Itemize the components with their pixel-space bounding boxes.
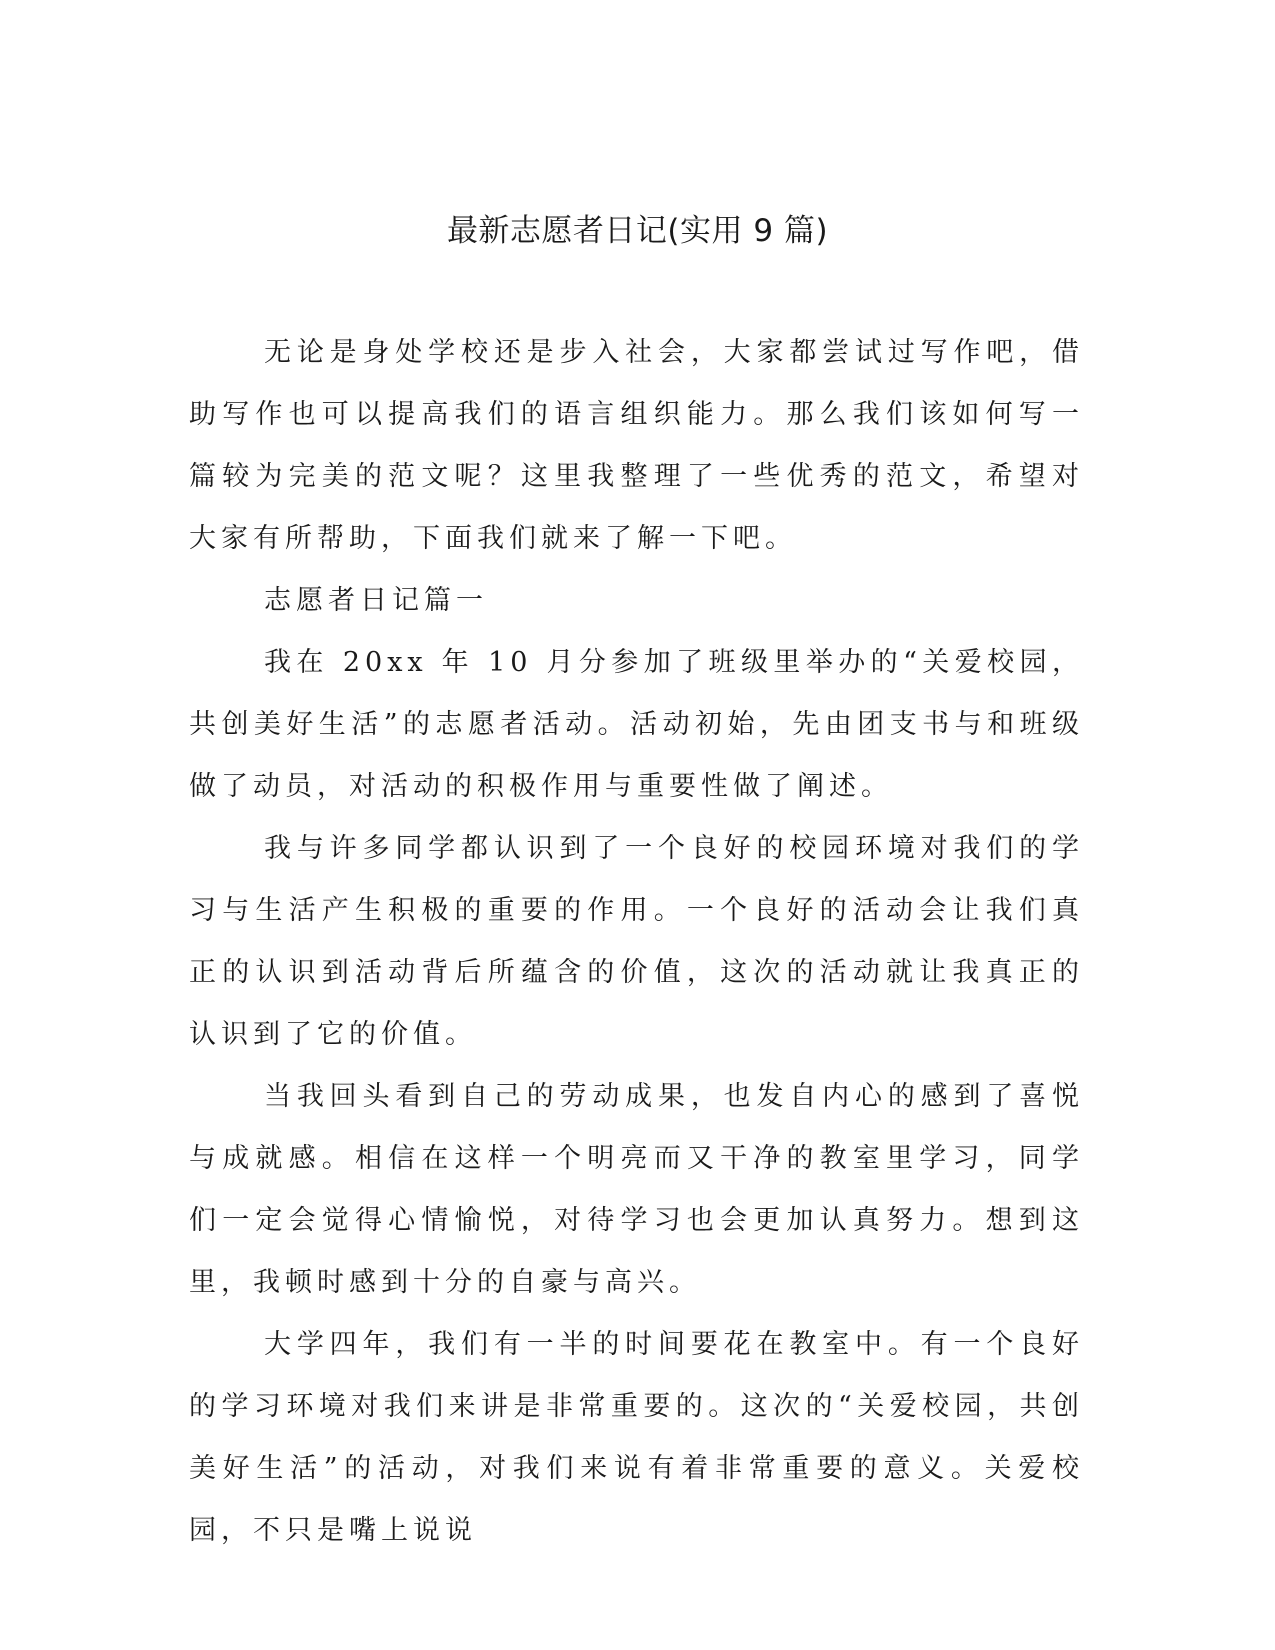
intro-paragraph: 无论是身处学校还是步入社会，大家都尝试过写作吧，借助写作也可以提高我们的语言组织能力。那么我们该如何写一篇较为完美的范文呢？这里我整理了一些优秀的范文，希望对大家有所帮助，下面我们就来了解一下吧。 <box>189 337 1084 554</box>
section-heading: 志愿者日记篇一 <box>264 585 488 616</box>
body-paragraph: 当我回头看到自己的劳动成果，也发自内心的感到了喜悦与成就感。相信在这样一个明亮而又干净的教室里学习，同学们一定会觉得心情愉悦，对待学习也会更加认真努力。想到这里，我顿时感到十分的自豪与高兴。 <box>189 1081 1084 1298</box>
body-paragraph: 我在 20xx 年 10 月分参加了班级里举办的“关爱校园，共创美好生活”的志愿者活动。活动初始，先由团支书与和班级做了动员，对活动的积极作用与重要性做了阐述。 <box>189 647 1084 802</box>
document-title: 最新志愿者日记(实用 9 篇) <box>446 213 829 249</box>
body-paragraph: 大学四年，我们有一半的时间要花在教室中。有一个良好的学习环境对我们来讲是非常重要的。这次的“关爱校园，共创美好生活”的活动，对我们来说有着非常重要的意义。关爱校园，不只是嘴上说说 <box>189 1329 1084 1546</box>
body-paragraph: 我与许多同学都认识到了一个良好的校园环境对我们的学习与生活产生积极的重要的作用。一个良好的活动会让我们真正的认识到活动背后所蕴含的价值，这次的活动就让我真正的认识到了它的价值。 <box>189 833 1084 1050</box>
document-body <box>189 322 1084 1562</box>
